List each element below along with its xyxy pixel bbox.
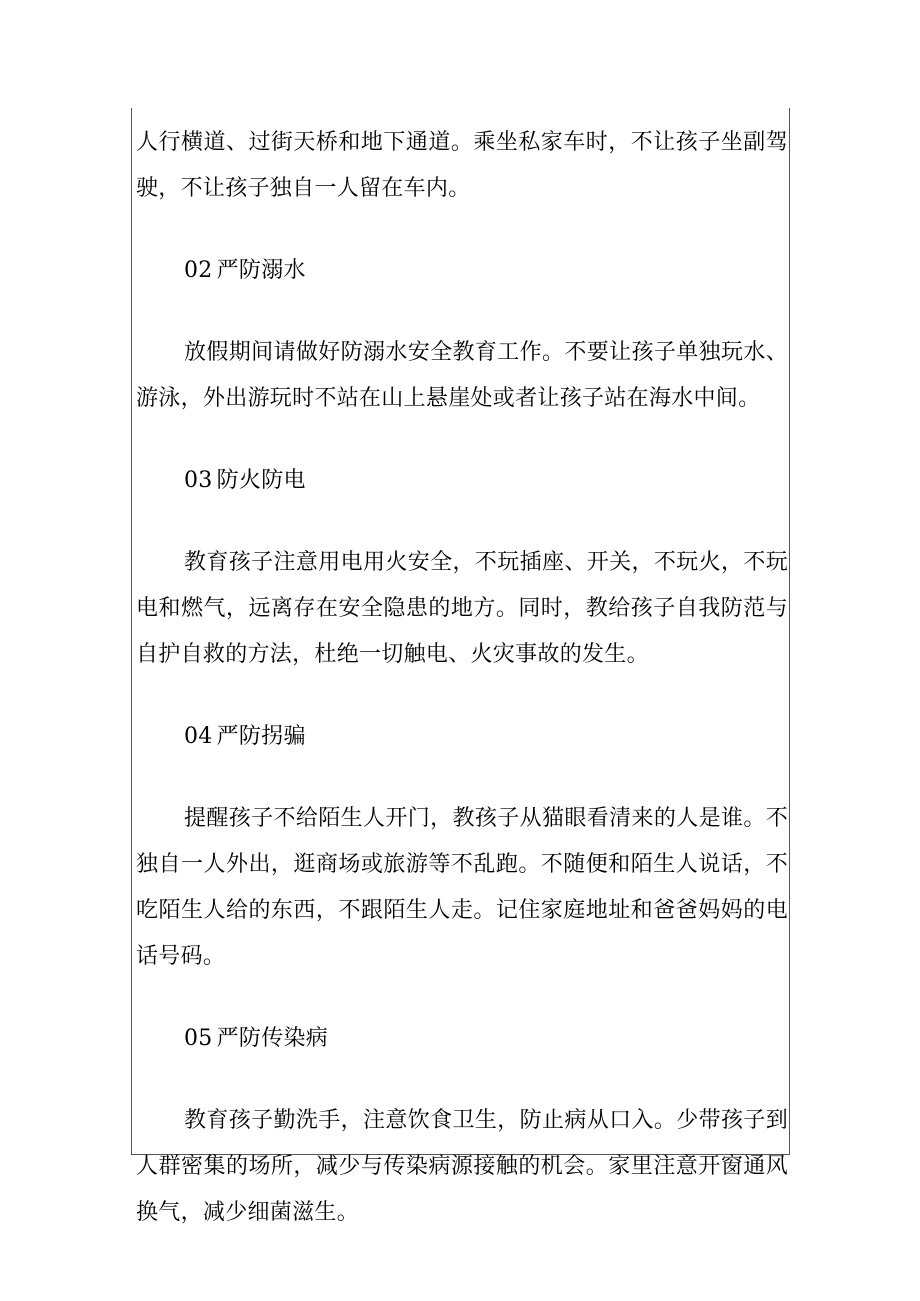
section-body-02: 放假期间请做好防溺水安全教育工作。不要让孩子单独玩水、游泳，外出游玩时不站在山上悬崖处或者让孩子站在海水中间。 [136, 340, 788, 411]
section-number: 05 [184, 1026, 213, 1051]
document-content [136, 120, 788, 1236]
section-number: 02 [184, 258, 213, 283]
section-body-04: 提醒孩子不给陌生人开门，教孩子从猫眼看清来的人是谁。不独自一人外出，逛商场或旅游等不乱跑。不随便和陌生人说话，不吃陌生人给的东西，不跟陌生人走。记住家庭地址和爸爸妈妈的电话号码。 [136, 806, 788, 969]
section-body-05: 教育孩子勤洗手，注意饮食卫生，防止病从口入。少带孩子到人群密集的场所，减少与传染病源接触的机会。家里注意开窗通风换气，减少细菌滋生。 [136, 1108, 788, 1225]
section-heading-02 [136, 248, 788, 294]
section-title: 防火防电 [216, 468, 306, 493]
section-number: 04 [184, 724, 213, 749]
section-heading-05 [136, 1016, 788, 1062]
page-frame [131, 108, 790, 1225]
section-body-03: 教育孩子注意用电用火安全，不玩插座、开关，不玩火，不玩电和燃气，远离存在安全隐患的地方。同时，教给孩子自我防范与自护自救的方法，杜绝一切触电、火灾事故的发生。 [136, 550, 788, 667]
section-number: 03 [184, 468, 213, 493]
section-title: 严防拐骗 [216, 724, 306, 749]
section-title: 严防传染病 [216, 1026, 329, 1051]
intro-paragraph: 人行横道、过街天桥和地下通道。乘坐私家车时，不让孩子坐副驾驶，不让孩子独自一人留在车内。 [136, 130, 788, 201]
section-title: 严防溺水 [216, 258, 306, 283]
section-heading-03 [136, 458, 788, 504]
section-heading-04 [136, 714, 788, 760]
